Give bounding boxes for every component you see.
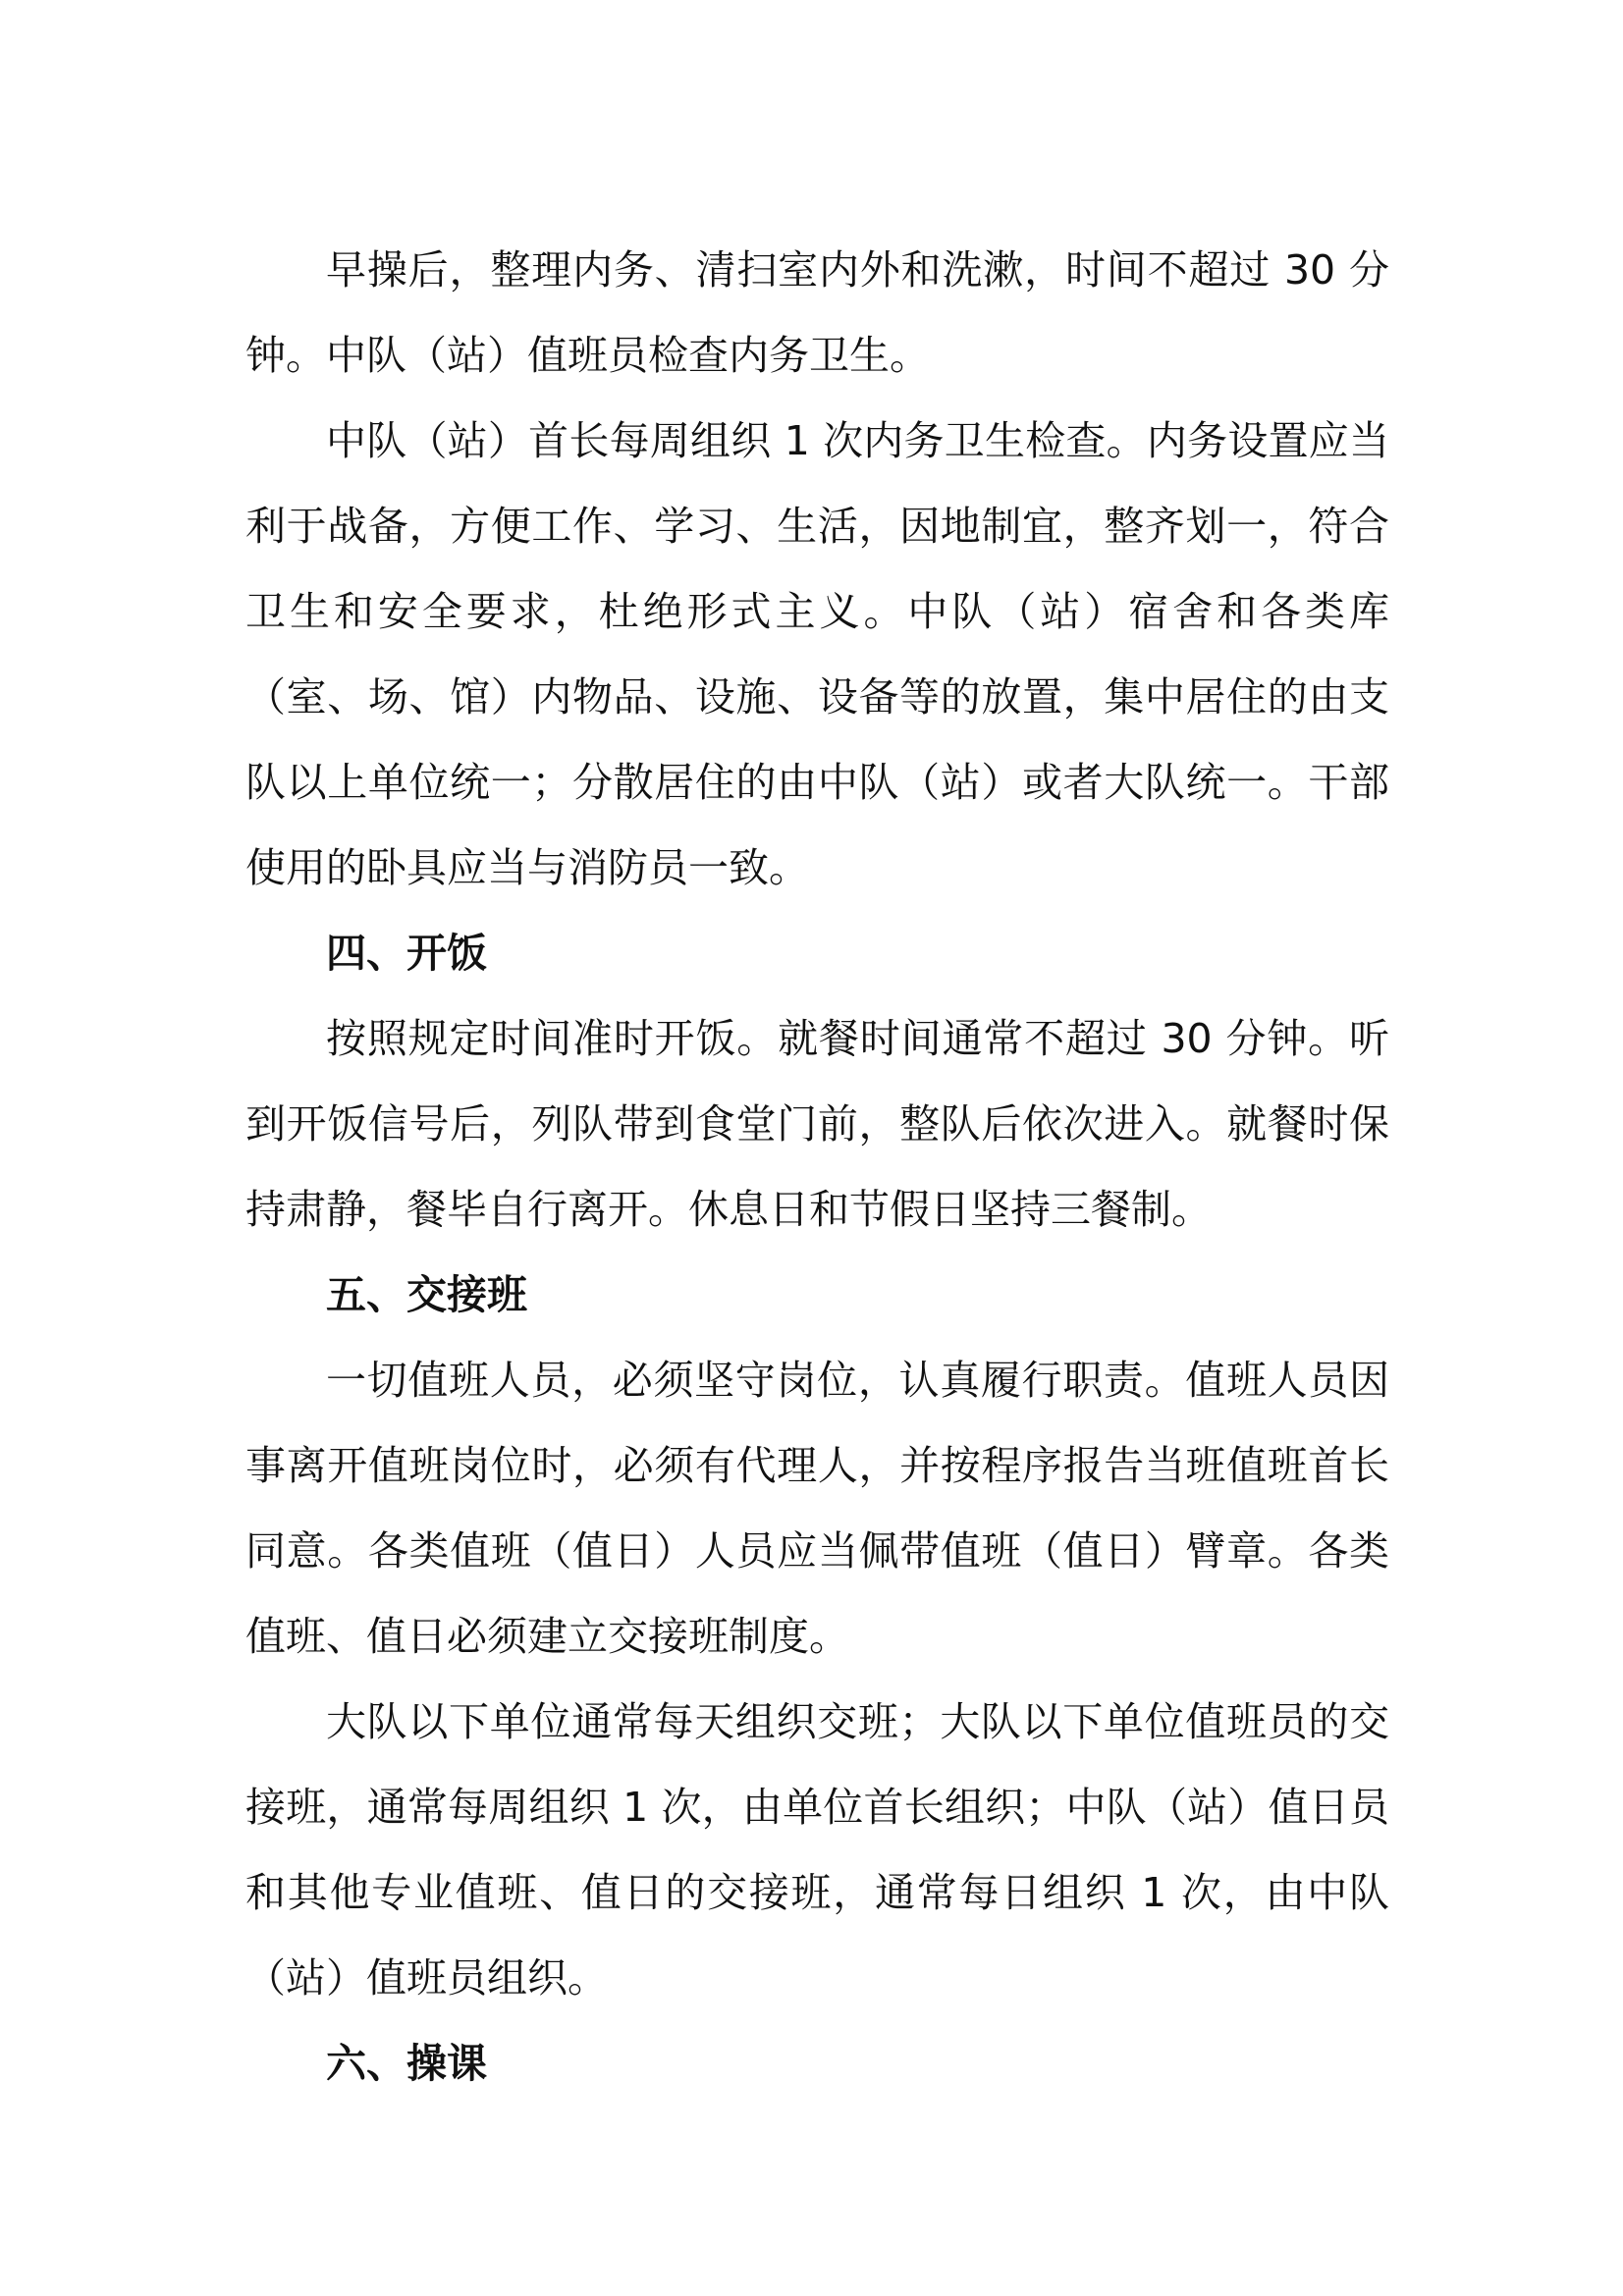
- paragraph-meals: 按照规定时间准时开饭。就餐时间通常不超过 30 分钟。听到开饭信号后，列队带到食堂门前，整队后依次进入。就餐时保持肃静，餐毕自行离开。休息日和节假日坚持三餐制。: [245, 1015, 1389, 1233]
- heading-meals: 四、开饭: [326, 930, 487, 977]
- paragraph-handover-schedule: 大队以下单位通常每天组织交班；大队以下单位值班员的交接班，通常每周组织 1 次，由单位首长组织；中队（站）值日员和其他专业值班、值日的交接班，通常每日组织 1 次，由中队（站）值班员组织。: [245, 1698, 1389, 2002]
- heading-drills: 六、操课: [326, 2040, 487, 2087]
- paragraph-hygiene-inspection: 中队（站）首长每周组织 1 次内务卫生检查。内务设置应当利于战备，方便工作、学习、生活，因地制宜，整齐划一，符合卫生和安全要求，杜绝形式主义。中队（站）宿舍和各类库（室、场、馆）内物品、设施、设备等的放置，集中居住的由支队以上单位统一；分散居住的由中队（站）或者大队统一。干部使用的卧具应当与消防员一致。: [245, 417, 1389, 891]
- paragraph-duty-personnel: 一切值班人员，必须坚守岗位，认真履行职责。值班人员因事离开值班岗位时，必须有代理人，并按程序报告当班值班首长同意。各类值班（值日）人员应当佩带值班（值日）臂章。各类值班、值日必须建立交接班制度。: [245, 1357, 1389, 1660]
- heading-shift-handover: 五、交接班: [326, 1271, 527, 1318]
- document-body: [245, 228, 1389, 2107]
- paragraph-morning-chores: 早操后，整理内务、清扫室内外和洗漱，时间不超过 30 分钟。中队（站）值班员检查内务卫生。: [245, 246, 1389, 379]
